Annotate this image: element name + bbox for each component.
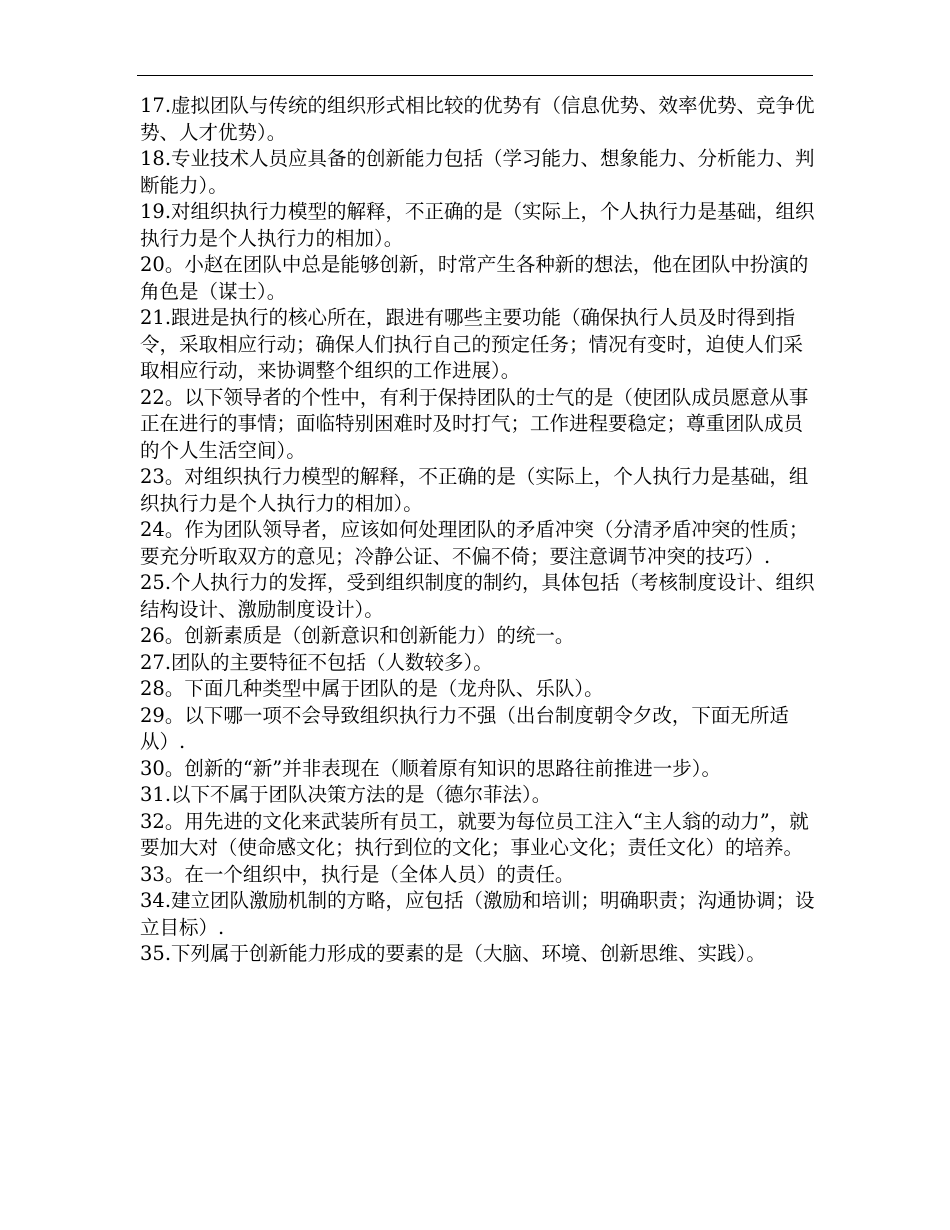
question-item: 18.专业技术人员应具备的创新能力包括（学习能力、想象能力、分析能力、判断能力）。 — [140, 147, 815, 197]
question-item: 29。以下哪一项不会导致组织执行力不强（出台制度朝令夕改，下面无所适从）. — [140, 703, 789, 753]
question-item: 20。小赵在团队中总是能够创新，时常产生各种新的想法，他在团队中扮演的角色是（谋士）。 — [140, 253, 809, 303]
question-item: 22。以下领导者的个性中，有利于保持团队的士气的是（使团队成员愿意从事正在进行的事情；面临特别困难时及时打气；工作进程要稳定；尊重团队成员的个人生活空间）。 — [140, 385, 809, 462]
question-item: 21.跟进是执行的核心所在，跟进有哪些主要功能（确保执行人员及时得到指令，采取相应行动；确保人们执行自己的预定任务；情况有变时，迫使人们采取相应行动，来协调整个组织的工作进展）。 — [140, 306, 804, 382]
question-list — [140, 93, 820, 968]
header-rule — [137, 75, 813, 76]
question-item: 19.对组织执行力模型的解释，不正确的是（实际上，个人执行力是基础，组织执行力是个人执行力的相加）。 — [140, 200, 815, 250]
question-item: 28。下面几种类型中属于团队的是（龙舟队、乐队）。 — [140, 677, 604, 700]
question-item: 17.虚拟团队与传统的组织形式相比较的优势有（信息优势、效率优势、竞争优势、人才优势）。 — [140, 94, 815, 144]
question-item: 25.个人执行力的发挥，受到组织制度的制约，具体包括（考核制度设计、组织结构设计、激励制度设计）。 — [140, 571, 815, 621]
question-item: 31.以下不属于团队决策方法的是（德尔菲法）。 — [140, 783, 552, 806]
question-item: 30。创新的“新”并非表现在（顺着原有知识的思路往前推进一步）。 — [140, 756, 722, 780]
question-item: 35.下列属于创新能力形成的要素的是（大脑、环境、创新思维、实践）。 — [140, 942, 766, 965]
question-item: 26。创新素质是（创新意识和创新能力）的统一。 — [140, 624, 575, 647]
question-item: 34.建立团队激励机制的方略，应包括（激励和培训；明确职责；沟通协调；设立目标）. — [140, 889, 815, 939]
question-item: 23。对组织执行力模型的解释，不正确的是（实际上，个人执行力是基础，组织执行力是个人执行力的相加）。 — [140, 465, 809, 515]
question-item: 32。用先进的文化来武装所有员工，就要为每位员工注入“主人翁的动力”，就要加大对（使命感文化；执行到位的文化；事业心文化；责任文化）的培养。 — [140, 809, 809, 859]
question-item: 27.团队的主要特征不包括（人数较多）。 — [140, 650, 493, 674]
question-item: 24。作为团队领导者，应该如何处理团队的矛盾冲突（分清矛盾冲突的性质；要充分听取双方的意见；冷静公证、不偏不倚；要注意调节冲突的技巧）. — [140, 518, 809, 568]
question-item: 33。在一个组织中，执行是（全体人员）的责任。 — [140, 862, 575, 886]
